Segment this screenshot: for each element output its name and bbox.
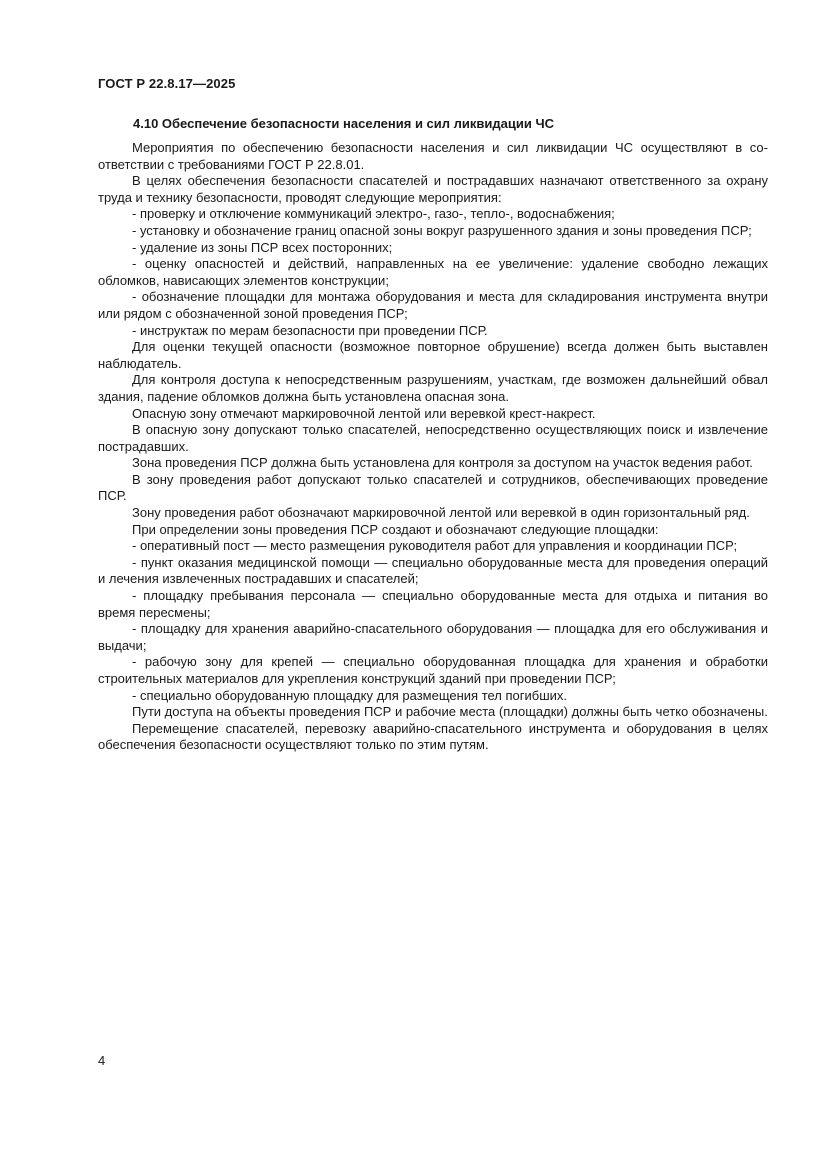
paragraph: Зону проведения работ обозначают маркировочной лентой или веревкой в один горизонтальный ряд. [132, 505, 750, 521]
paragraph: Зона проведения ПСР должна быть установлена для контроля за доступом на участок ведения работ. [132, 455, 753, 471]
list-item: - удаление из зоны ПСР всех посторонних; [132, 239, 393, 255]
page-number: 4 [98, 1053, 106, 1068]
paragraph: Для контроля доступа к непосредственным разрушениям, участкам, где возможен дальнейший обвал здания, падение обломков должна быть установлена опасная зона. [98, 372, 768, 404]
paragraph: В целях обеспечения безопасности спасателей и пострадавших назначают ответственного за охрану труда и технику безопасности, проводят следующие мероприятия: [98, 173, 768, 205]
document-code-header: ГОСТ Р 22.8.17—2025 [98, 76, 236, 91]
paragraph: Мероприятия по обеспечению безопасности населения и сил ликвидации ЧС осуществляют в соответствии с требованиями ГОСТ Р 22.8.01. [98, 140, 768, 172]
paragraph: Для оценки текущей опасности (возможное повторное обрушение) всегда должен быть выставлен наблюдатель. [98, 339, 768, 371]
section-title: 4.10 Обеспечение безопасности населения и сил ликвидации ЧС [133, 116, 554, 131]
list-item: - площадку пребывания персонала — специально оборудованные места для отдыха и питания во время пересмены; [98, 588, 768, 620]
list-item: - установку и обозначение границ опасной зоны вокруг разрушенного здания и зоны проведения ПСР; [132, 222, 752, 238]
paragraph: В зону проведения работ допускают только спасателей и сотрудников, обеспечивающих проведение ПСР. [98, 471, 768, 504]
paragraph: При определении зоны проведения ПСР создают и обозначают следующие площадки: [132, 521, 659, 537]
list-item: - оперативный пост — место размещения руководителя работ для управления и координации ПСР; [132, 538, 738, 554]
list-item: - специально оборудованную площадку для размещения тел погибших. [132, 687, 568, 703]
paragraph: Опасную зону отмечают маркировочной лентой или веревкой крест-накрест. [132, 405, 596, 421]
document-body [98, 140, 768, 754]
list-item: - проверку и отключение коммуникаций электро-, газо-, тепло-, водоснабжения; [132, 206, 615, 222]
list-item: - рабочую зону для крепей — специально оборудованная площадка для хранения и обработки строительных материалов для укрепления конструкций зданий при проведении ПСР; [98, 654, 768, 686]
list-item: - пункт оказания медицинской помощи — специально оборудованные места для проведения операций и лечения извлеченных пострадавших и спасателей; [98, 554, 768, 587]
list-item: - инструктаж по мерам безопасности при проведении ПСР. [132, 322, 488, 338]
list-item: - площадку для хранения аварийно-спасательного оборудования — площадка для его обслуживания и выдачи; [98, 621, 768, 653]
paragraph: В опасную зону допускают только спасателей, непосредственно осуществляющих поиск и извлечение пострадавших. [98, 422, 768, 454]
paragraph: Пути доступа на объекты проведения ПСР и рабочие места (площадки) должны быть четко обозначены. [132, 704, 768, 720]
list-item: - обозначение площадки для монтажа оборудования и места для складирования инструмента внутри или рядом с обозначенной зоной проведения ПСР; [98, 289, 768, 321]
paragraph: Перемещение спасателей, перевозку аварийно-спасательного инструмента и оборудования в целях обеспечения безопасности осуществляют только по этим путям. [98, 720, 768, 753]
list-item: - оценку опасностей и действий, направленных на ее увеличение: удаление свободно лежащих обломков, нависающих элементов конструкции; [98, 256, 768, 288]
